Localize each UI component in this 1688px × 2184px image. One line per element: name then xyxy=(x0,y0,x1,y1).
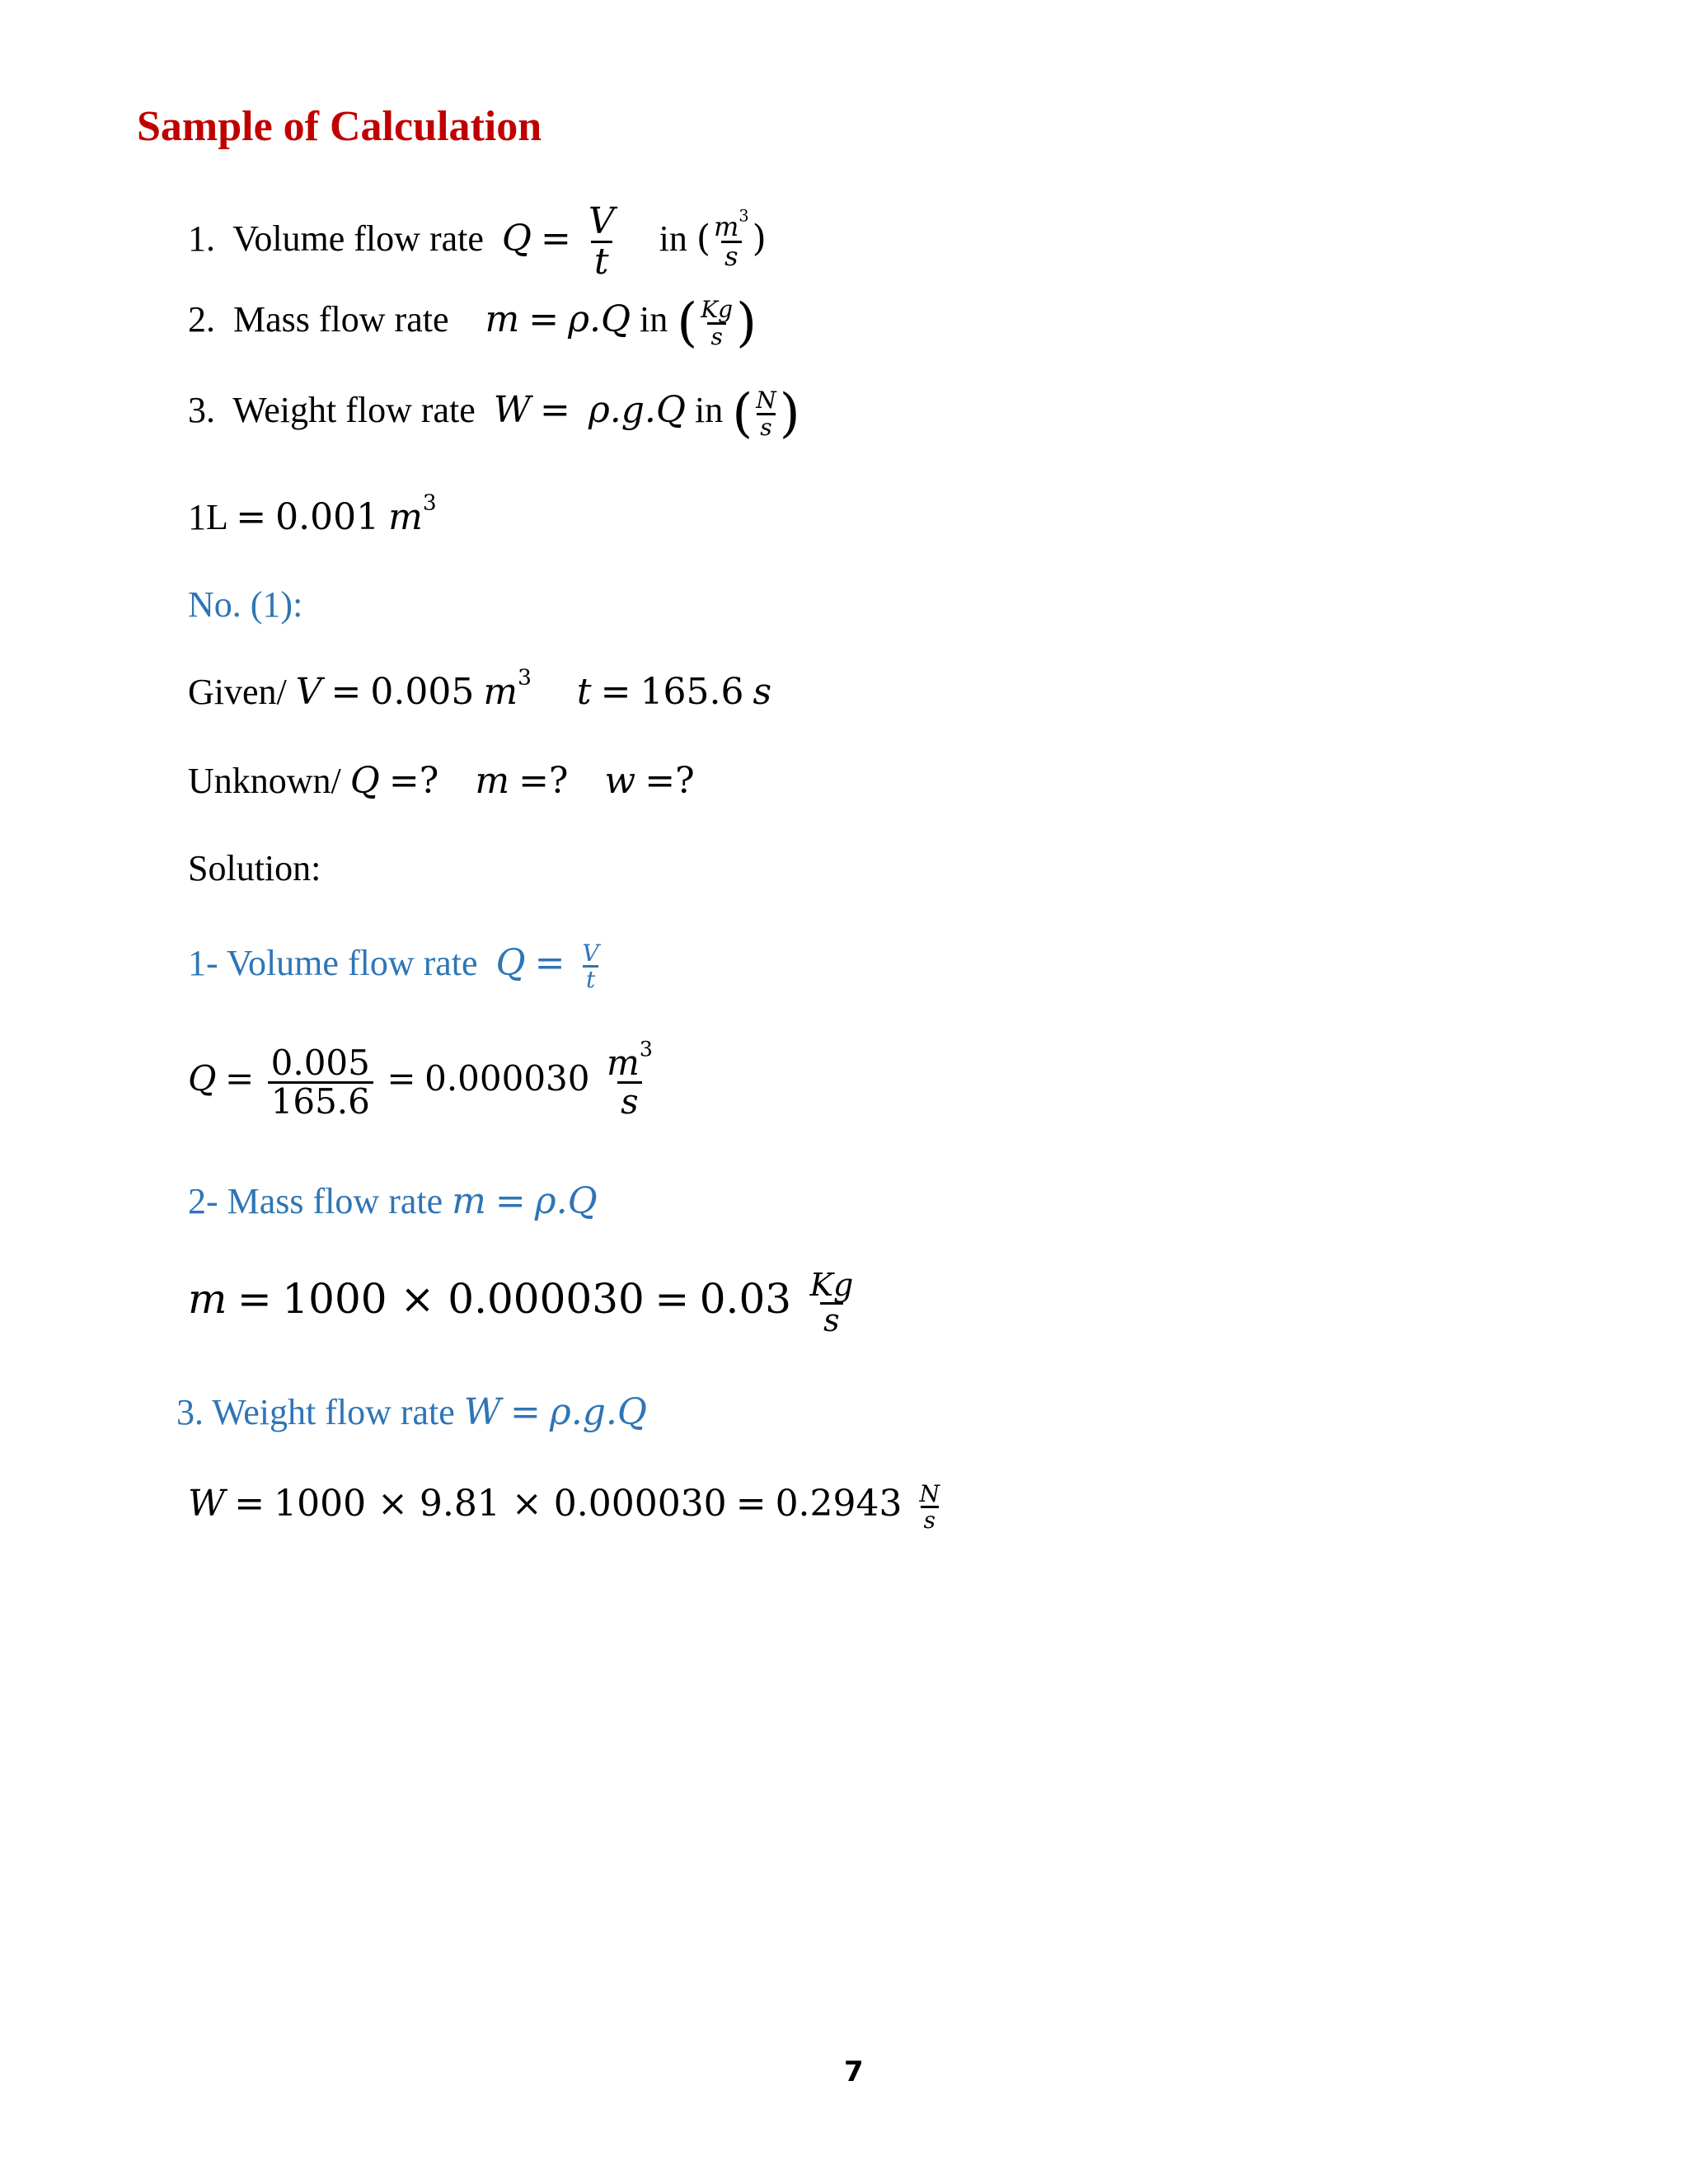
formula-expression: ρ.Q xyxy=(568,298,631,341)
formula-in: in xyxy=(694,390,724,431)
calc-result: 0.03 xyxy=(699,1274,792,1323)
formula-unit: $\frac{N}{s}$ xyxy=(756,387,776,441)
calc-unit: $\frac{N}{s}$ xyxy=(919,1480,940,1535)
page-heading: Sample of Calculation xyxy=(137,103,542,150)
calc-mass-flow-rate: m = 1000 × 0.000030 = 0.03 $\frac{Kg}{s}$ xyxy=(188,1269,861,1338)
formula-label: Weight flow rate xyxy=(232,390,476,431)
formula-lhs: m xyxy=(485,298,520,341)
step-volume-flow-rate: 1- Volume flow rate Q = $\frac{V}{t}$ xyxy=(188,941,607,992)
calc-volume-flow-rate: Q = $\frac{0.005}{165.6}$ = 0.000030 $\frac{m^3}{s}$ xyxy=(188,1045,661,1120)
formula-label: Mass flow rate xyxy=(233,299,449,340)
page-number: 7 xyxy=(844,2055,864,2088)
unknown-line: Unknown/ Q =? m =? w =? xyxy=(188,760,695,802)
formula-unit: $\frac{Kg}{s}$ xyxy=(701,296,734,350)
calc-expression: 1000 × 0.000030 xyxy=(282,1274,645,1323)
calc-expression: 1000 × 9.81 × 0.000030 xyxy=(274,1482,727,1525)
calc-unit: $\frac{m^3}{s}$ xyxy=(607,1037,653,1122)
given-volume-value: 0.005 xyxy=(370,671,475,713)
formula-label: Volume flow rate xyxy=(232,218,484,259)
formula-number: 3. xyxy=(188,390,215,431)
step-fraction: $\frac{V}{t}$ xyxy=(582,940,599,994)
formula-expression: ρ.g.Q xyxy=(588,389,686,432)
formula-lhs: Q xyxy=(501,217,532,260)
conversion-value: 0.001 xyxy=(275,496,380,538)
given-line: Given/ V = 0.005 $m^3$ t = 165.6 s xyxy=(188,664,772,713)
step-title: 1- Volume flow rate xyxy=(188,942,478,983)
given-time-value: 165.6 xyxy=(640,671,744,713)
calc-unit: $\frac{Kg}{s}$ xyxy=(809,1267,854,1338)
formula-weight-flow-rate: 3. Weight flow rate W = ρ.g.Q in ( $\frac{N}{s}$ ) xyxy=(188,383,800,444)
conversion-lhs: 1L xyxy=(188,497,227,537)
problem-title: No. (1): xyxy=(188,584,303,625)
formula-fraction: $\frac{V}{t}$ xyxy=(588,200,615,284)
formula-in: in xyxy=(640,299,668,340)
formula-number: 2. xyxy=(188,299,215,340)
given-label: Given/ xyxy=(188,672,287,712)
conversion-unit: m xyxy=(388,496,423,538)
formula-number: 1. xyxy=(188,218,215,259)
solution-label: Solution: xyxy=(188,848,321,888)
formula-lhs: W xyxy=(493,389,532,432)
step-weight-flow-rate: 3. Weight flow rate W = ρ.g.Q xyxy=(176,1391,647,1433)
calc-result: 0.2943 xyxy=(775,1482,903,1525)
calc-weight-flow-rate: W = 1000 × 9.81 × 0.000030 = 0.2943 $\frac{N}{s}$ xyxy=(188,1482,948,1533)
formula-unit: $\frac{m^3}{s}$ xyxy=(714,206,749,273)
step-mass-flow-rate: 2- Mass flow rate m = ρ.Q xyxy=(188,1180,598,1222)
calc-fraction: $\frac{0.005}{165.6}$ xyxy=(268,1045,373,1120)
step-title: 3. Weight flow rate xyxy=(176,1392,455,1432)
calc-result: 0.000030 xyxy=(424,1058,590,1099)
unknown-label: Unknown/ xyxy=(188,761,341,801)
formula-volume-flow-rate: 1. Volume flow rate Q = $\frac{V}{t}$ in ( $\frac{m^3}{s}$ ) xyxy=(188,200,767,284)
formula-in: in xyxy=(659,218,687,259)
formula-mass-flow-rate: 2. Mass flow rate m = ρ.Q in ( $\frac{Kg}{s}$ ) xyxy=(188,293,757,354)
step-title: 2- Mass flow rate xyxy=(188,1181,443,1221)
conversion-line: 1L = 0.001 $m^3$ xyxy=(188,490,437,538)
